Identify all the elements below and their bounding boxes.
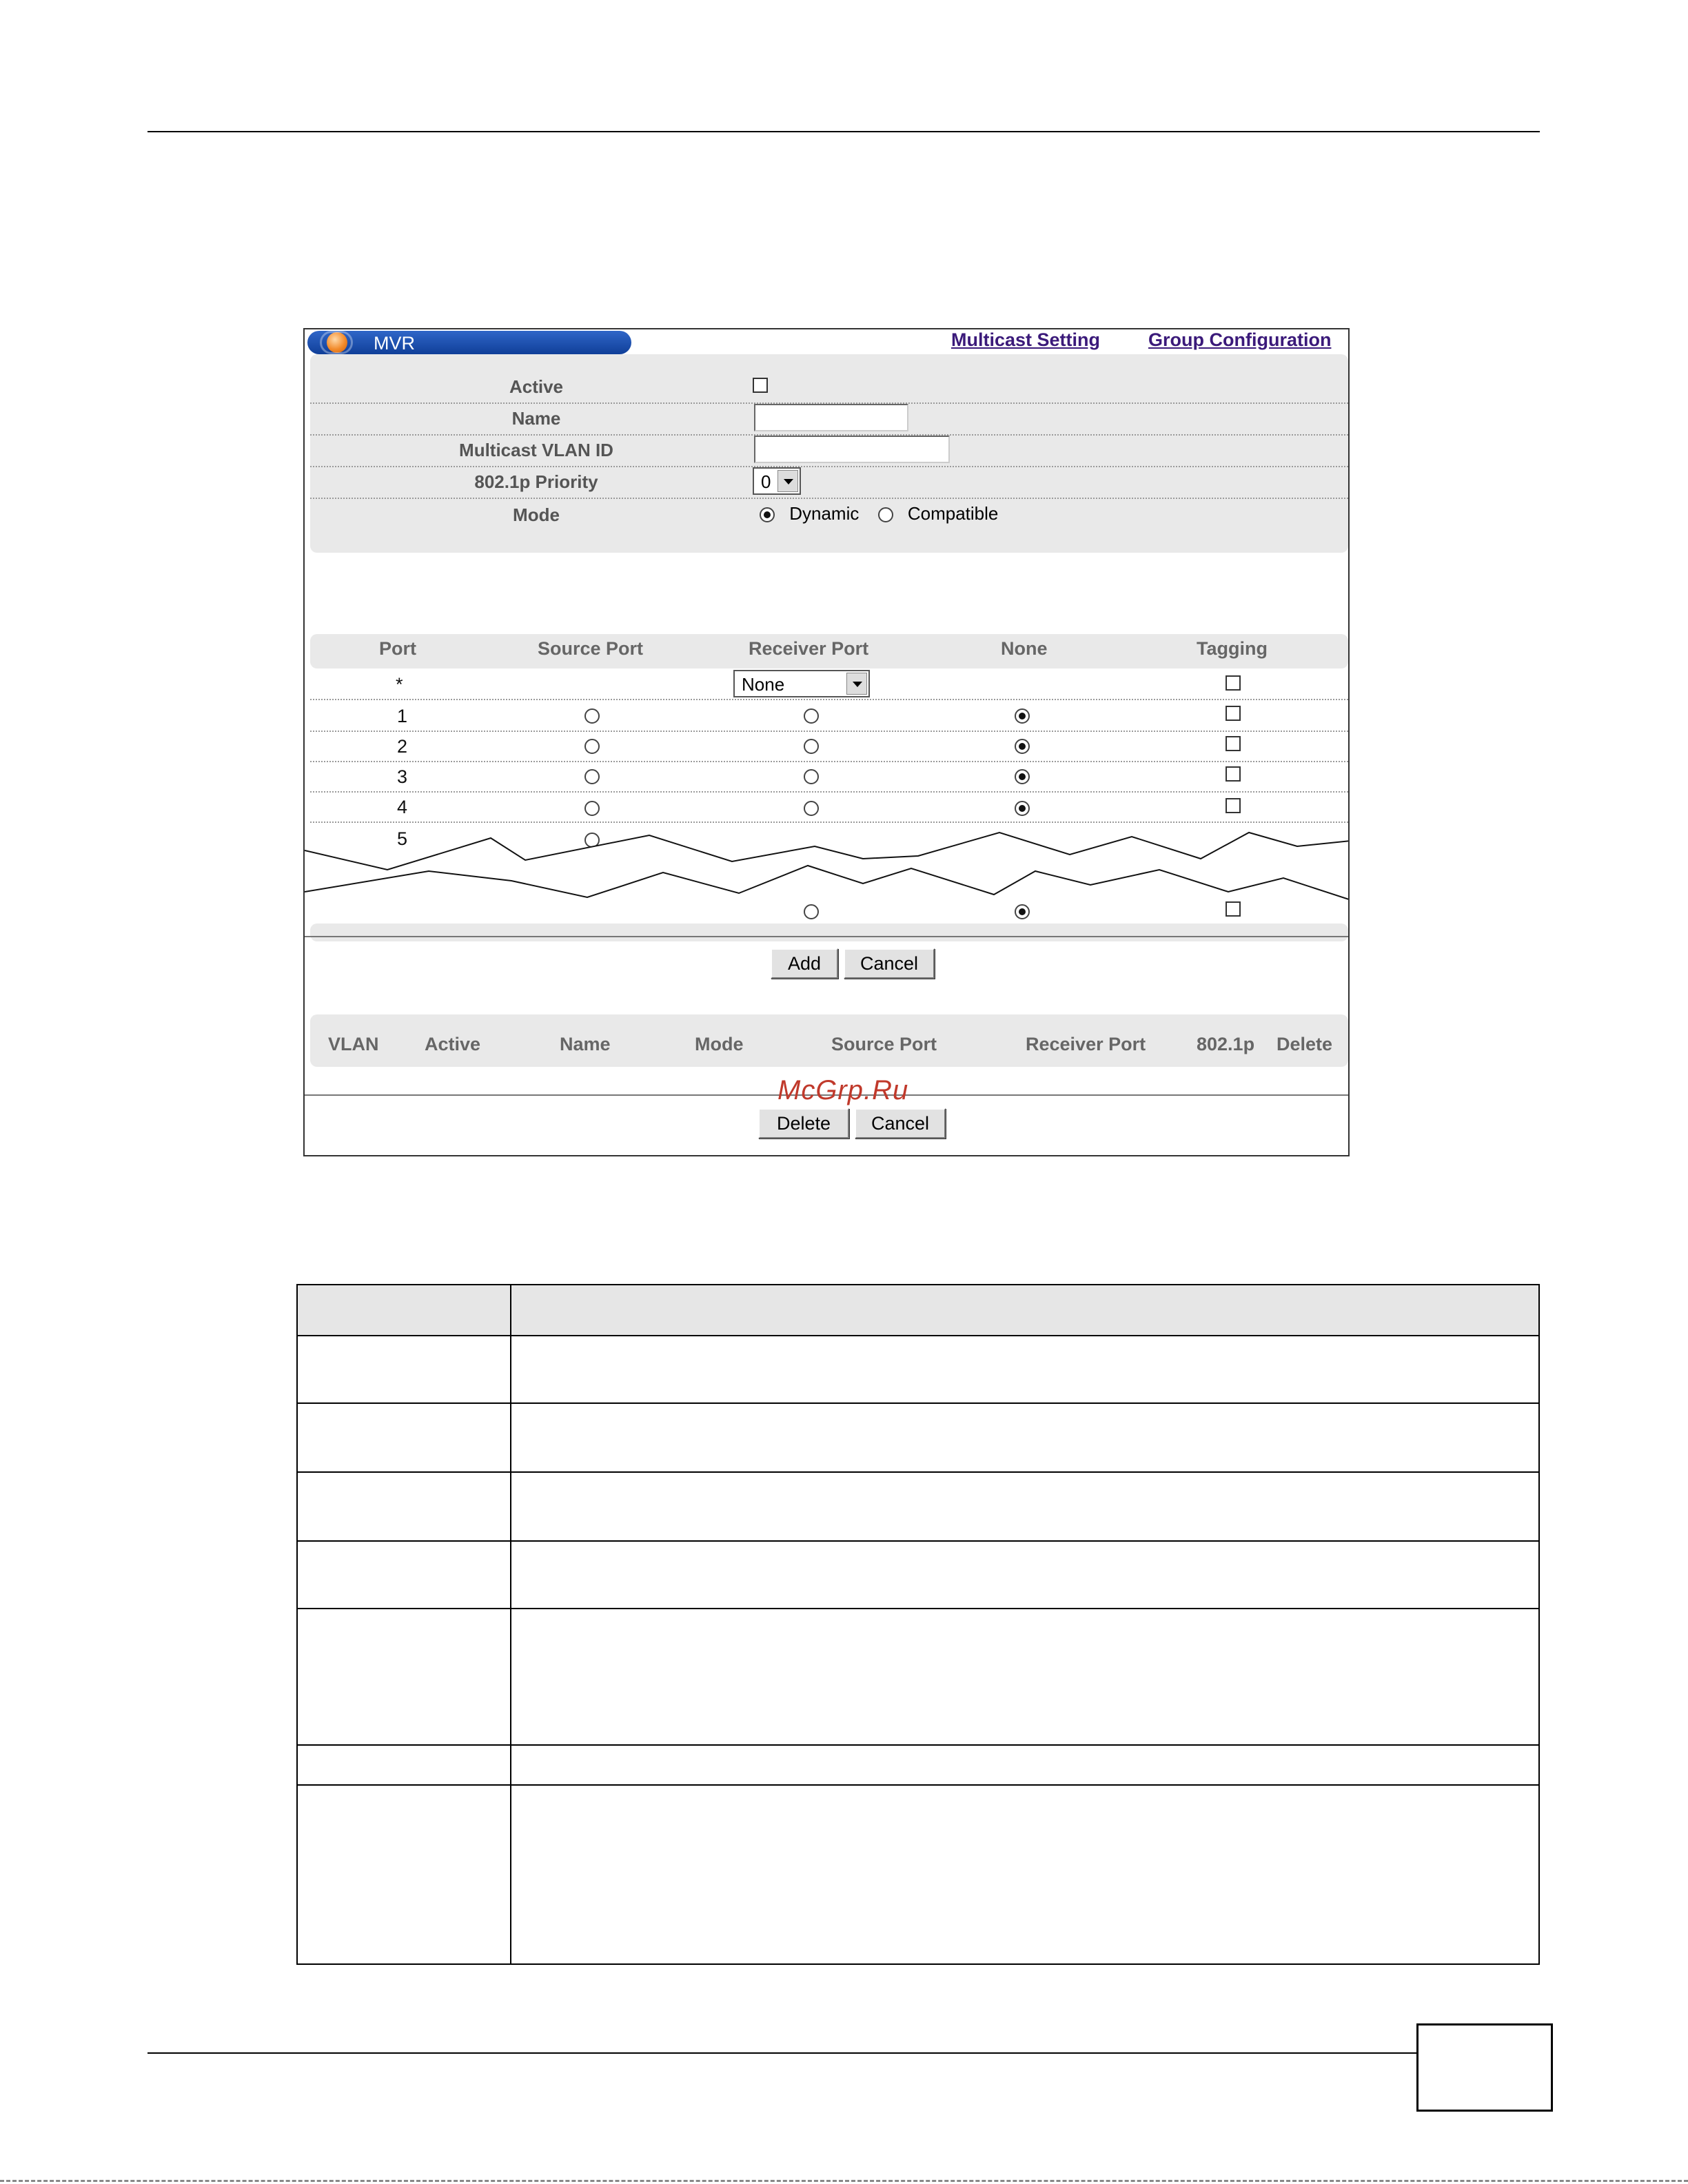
table-row [298,1540,1538,1609]
vlan-row [310,434,1348,467]
none-radio[interactable] [1015,708,1030,724]
receiver-port-radio[interactable] [804,769,819,784]
receiver-all-select[interactable] [733,670,870,697]
table-row [310,700,1348,732]
table-row [298,1335,1538,1404]
col-tagging: Tagging [1197,638,1268,659]
tagging-checkbox[interactable] [1226,901,1241,917]
tagging-checkbox[interactable] [1226,706,1241,721]
cancel-delete-button[interactable]: Cancel [855,1108,946,1139]
divider [305,936,1348,937]
table-row [298,1608,1538,1746]
port-number: 2 [397,736,408,757]
table-row [298,1744,1538,1786]
col-port: Port [379,638,416,659]
receiver-port-radio[interactable] [804,708,819,724]
source-port-radio[interactable] [584,708,600,724]
table-row [310,731,1348,762]
priority-value: 0 [761,471,771,492]
mode-label: Mode [513,504,560,525]
name-row [310,402,1348,436]
bottom-border [0,2180,1688,2182]
active-row [310,371,1348,404]
none-radio[interactable] [1015,739,1030,754]
orb-icon [327,332,347,353]
port-footer-band [310,923,1348,941]
column-divider [510,1285,511,1963]
col-none: None [1001,638,1048,659]
tagging-checkbox[interactable] [1226,766,1241,782]
table-header-row [298,1285,1538,1336]
footer-rule [148,2052,1416,2054]
page-number-box [1416,2023,1553,2112]
receiver-port-radio[interactable] [804,904,819,919]
table-row [310,901,1348,922]
col-receiver-port: Receiver Port [749,638,869,659]
col-priority: 802.1p [1197,1034,1255,1054]
col-vlan: VLAN [328,1034,379,1054]
col-active: Active [425,1034,481,1054]
mode-compatible-label: Compatible [907,503,999,524]
port-number: 3 [397,766,408,787]
priority-row [310,466,1348,499]
table-row [310,669,1348,700]
vlan-id-input[interactable] [754,436,950,463]
port-all: * [396,674,403,695]
col-name: Name [560,1034,611,1054]
mvr-screenshot [303,328,1350,1156]
col-source-port: Source Port [831,1034,937,1054]
receiver-all-value: None [742,674,785,695]
col-mode: Mode [695,1034,744,1054]
mvr-title-tab [307,331,631,354]
receiver-port-radio[interactable] [804,739,819,754]
port-number: 4 [397,797,408,817]
none-radio[interactable] [1015,769,1030,784]
group-configuration-link[interactable]: Group Configuration [1148,329,1332,350]
vlan-label: Multicast VLAN ID [459,440,613,460]
none-radio[interactable] [1015,904,1030,919]
name-input[interactable] [754,404,908,431]
col-delete: Delete [1277,1034,1333,1054]
port-number: 5 [397,828,408,849]
header-rule [148,131,1540,132]
table-row [298,1402,1538,1473]
tagging-all-checkbox[interactable] [1226,675,1241,691]
mode-dynamic-radio[interactable] [760,507,775,522]
col-receiver-port: Receiver Port [1026,1034,1146,1054]
cancel-button[interactable]: Cancel [844,948,935,979]
mode-compatible-radio[interactable] [878,507,893,522]
description-table [296,1284,1540,1965]
active-checkbox[interactable] [753,378,768,393]
chevron-down-icon [846,673,867,695]
torn-edge [305,805,1350,908]
active-label: Active [509,376,564,397]
multicast-setting-link[interactable]: Multicast Setting [951,329,1101,350]
table-row [310,761,1348,793]
mode-row [310,499,1348,531]
priority-select[interactable] [753,467,801,495]
col-source-port: Source Port [538,638,644,659]
source-port-radio[interactable] [584,769,600,784]
mode-dynamic-label: Dynamic [789,503,860,524]
add-button[interactable]: Add [771,948,838,979]
table-row [298,1471,1538,1542]
tagging-checkbox[interactable] [1226,736,1241,751]
port-number: 1 [397,706,408,726]
priority-label: 802.1p Priority [474,471,598,492]
source-port-radio[interactable] [584,739,600,754]
chevron-down-icon [777,470,798,492]
name-label: Name [511,408,561,429]
delete-button[interactable]: Delete [758,1108,849,1139]
watermark: McGrp.Ru [777,1075,909,1105]
page-title: MVR [374,333,415,354]
